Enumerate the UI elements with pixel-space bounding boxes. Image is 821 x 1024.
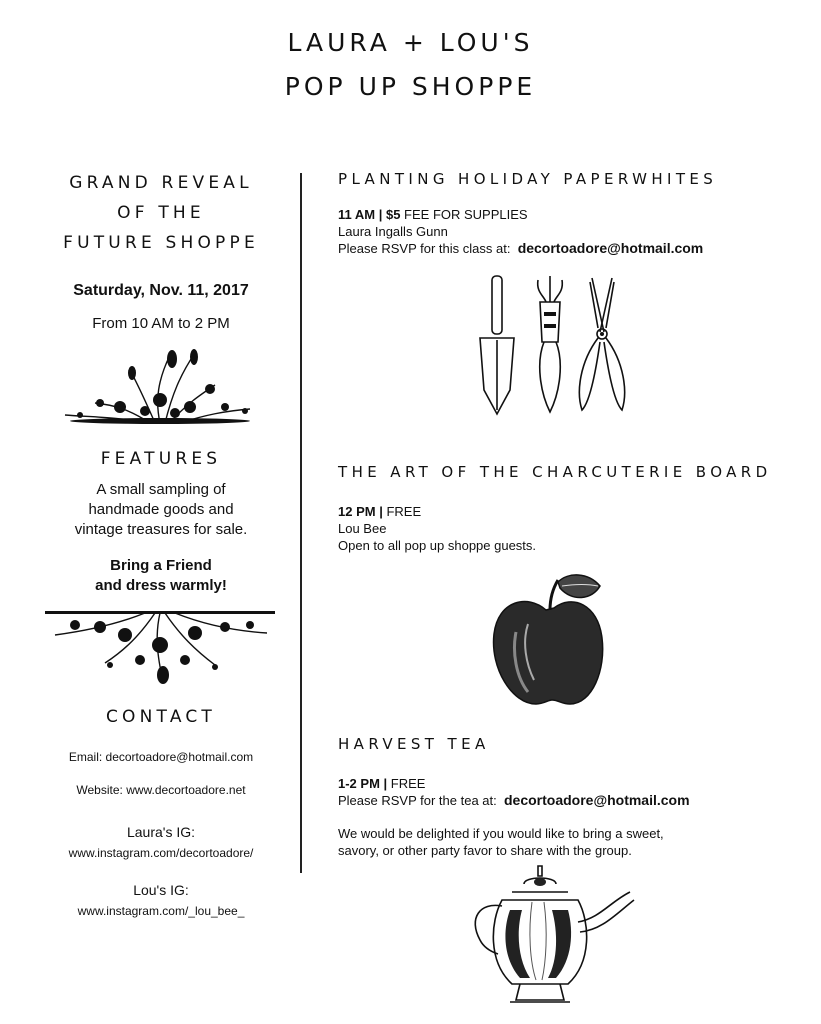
- event-fee-amount: $5: [385, 207, 401, 222]
- features-heading: FEATURES: [100, 449, 222, 469]
- separator: |: [375, 504, 387, 519]
- note-line-1: We would be delighted if you would like to bring a sweet,: [338, 826, 664, 841]
- bring-line-1: Bring a Friend: [110, 557, 212, 574]
- column-divider: [300, 173, 302, 873]
- floral-illustration-top: [60, 345, 260, 427]
- event-time-fee: [338, 503, 798, 520]
- features-description: [22, 480, 300, 540]
- apple-illustration: [488, 572, 613, 712]
- floral-illustration-bottom: [45, 605, 275, 685]
- lou-ig-label: Lou's IG:: [133, 882, 189, 898]
- laura-ig-label: Laura's IG:: [126, 824, 196, 840]
- features-line-1: A small sampling of: [96, 481, 226, 498]
- event-host: Lou Bee: [338, 521, 387, 536]
- event-date: Saturday, Nov. 11, 2017: [73, 282, 249, 299]
- event-rsvp: [338, 792, 798, 809]
- bring-line-2: and dress warmly!: [95, 577, 227, 594]
- event-fee: FREE: [390, 776, 426, 791]
- contact-website[interactable]: Website: www.decortoadore.net: [76, 783, 246, 797]
- event-note: Open to all pop up shoppe guests.: [338, 538, 537, 553]
- lou-ig-link[interactable]: www.instagram.com/_lou_bee_: [77, 904, 245, 918]
- page-title-line2: POP UP SHOPPE: [284, 72, 537, 101]
- event-details-charcuterie: [338, 503, 798, 554]
- event-rsvp: [338, 240, 798, 257]
- contact-email[interactable]: Email: decortoadore@hotmail.com: [68, 750, 254, 764]
- event-title-harvest-tea: HARVEST TEA: [338, 735, 490, 753]
- event-fee: FREE: [386, 504, 422, 519]
- event-title-paperwhites: PLANTING HOLIDAY PAPERWHITES: [338, 170, 718, 188]
- rsvp-email-link[interactable]: decortoadore@hotmail.com: [503, 792, 690, 808]
- rsvp-text: Please RSVP for this class at:: [338, 241, 511, 256]
- event-time: 1-2 PM: [338, 776, 380, 791]
- event-host: Laura Ingalls Gunn: [338, 224, 448, 239]
- features-line-3: vintage treasures for sale.: [74, 521, 248, 538]
- bring-a-friend-note: [22, 556, 300, 596]
- note-line-2: savory, or other party favor to share with the group.: [338, 843, 632, 858]
- event-fee-text: FEE FOR SUPPLIES: [400, 207, 528, 222]
- event-hours: From 10 AM to 2 PM: [92, 315, 230, 332]
- features-line-2: handmade goods and: [88, 501, 234, 518]
- reveal-line-2: OF THE: [117, 203, 205, 223]
- harvest-tea-note: [338, 825, 798, 859]
- event-details-harvest-tea: [338, 775, 798, 809]
- separator: |: [379, 776, 391, 791]
- rsvp-text: Please RSVP for the tea at:: [338, 793, 497, 808]
- grand-reveal-heading: [22, 168, 300, 258]
- event-title-charcuterie: THE ART OF THE CHARCUTERIE BOARD: [338, 463, 772, 481]
- rsvp-email-link[interactable]: decortoadore@hotmail.com: [517, 240, 704, 256]
- page-title-line1: LAURA + LOU'S: [287, 28, 534, 57]
- event-time-fee: [338, 775, 798, 792]
- garden-tools-illustration: [470, 272, 640, 422]
- event-details-paperwhites: [338, 206, 798, 257]
- reveal-line-3: FUTURE SHOPPE: [63, 233, 259, 253]
- event-time: 12 PM: [338, 504, 376, 519]
- teapot-illustration: [440, 862, 640, 1012]
- event-time-fee: [338, 206, 798, 223]
- laura-ig-link[interactable]: www.instagram.com/decortoadore/: [68, 846, 254, 860]
- reveal-line-1: GRAND REVEAL: [69, 173, 253, 193]
- contact-heading: CONTACT: [105, 707, 217, 727]
- separator: |: [375, 207, 386, 222]
- event-time: 11 AM: [338, 207, 376, 222]
